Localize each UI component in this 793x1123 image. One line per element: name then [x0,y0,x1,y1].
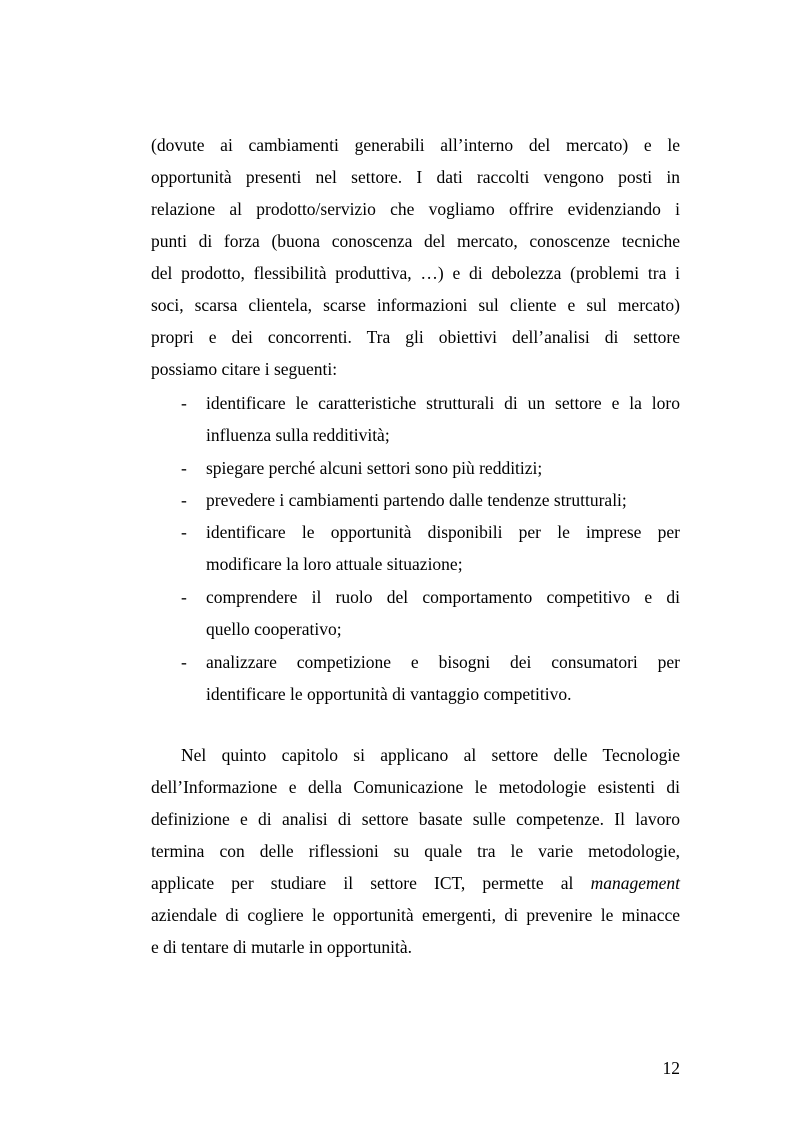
list-item-text: analizzare competizione e bisogni dei consumatori per [206,652,680,672]
paragraph-line: del prodotto, flessibilità produttiva, …) e di debolezza (problemi tra i [151,263,680,283]
paragraph-line: soci, scarsa clientela, scarse informazioni sul cliente e sul mercato) [151,295,680,315]
list-item-text: influenza sulla redditività; [206,425,390,445]
list-item-text: quello cooperativo; [206,619,342,639]
emphasized-term: management [590,873,680,893]
paragraph-line: Nel quinto capitolo si applicano al settore delle Tecnologie [181,745,680,765]
paragraph-line: opportunità presenti nel settore. I dati raccolti vengono posti in [151,167,680,187]
dash-bullet: - [181,458,187,478]
list-item-text: identificare le caratteristiche strutturali di un settore e la loro [206,393,680,413]
dash-bullet: - [181,490,187,510]
dash-bullet: - [181,522,187,542]
paragraph-line: relazione al prodotto/servizio che vogliamo offrire evidenziando i [151,199,680,219]
paragraph-line [151,872,680,894]
paragraph-line: propri e dei concorrenti. Tra gli obiettivi dell’analisi di settore [151,327,680,347]
list-item-text: modificare la loro attuale situazione; [206,554,463,574]
page-number: 12 [662,1058,680,1078]
list-item-text: identificare le opportunità di vantaggio competitivo. [206,684,572,704]
dash-bullet: - [181,587,187,607]
dash-bullet: - [181,393,187,413]
paragraph-text: applicate per studiare il settore ICT, permette al [151,873,574,893]
paragraph-line: possiamo citare i seguenti: [151,359,338,379]
paragraph-line: (dovute ai cambiamenti generabili all’interno del mercato) e le [151,135,680,155]
paragraph-line: termina con delle riflessioni su quale tra le varie metodologie, [151,841,680,861]
list-item-text: identificare le opportunità disponibili per le imprese per [206,522,680,542]
list-item-text: prevedere i cambiamenti partendo dalle tendenze strutturali; [206,490,627,510]
paragraph-line: punti di forza (buona conoscenza del mercato, conoscenze tecniche [151,231,680,251]
list-item-text: spiegare perché alcuni settori sono più redditizi; [206,458,543,478]
paragraph-line: aziendale di cogliere le opportunità emergenti, di prevenire le minacce [151,905,680,925]
paragraph-line: dell’Informazione e della Comunicazione le metodologie esistenti di [151,777,680,797]
paragraph-line: definizione e di analisi di settore basate sulle competenze. Il lavoro [151,809,680,829]
paragraph-line: e di tentare di mutarle in opportunità. [151,937,412,957]
dash-bullet: - [181,652,187,672]
list-item-text: comprendere il ruolo del comportamento competitivo e di [206,587,680,607]
